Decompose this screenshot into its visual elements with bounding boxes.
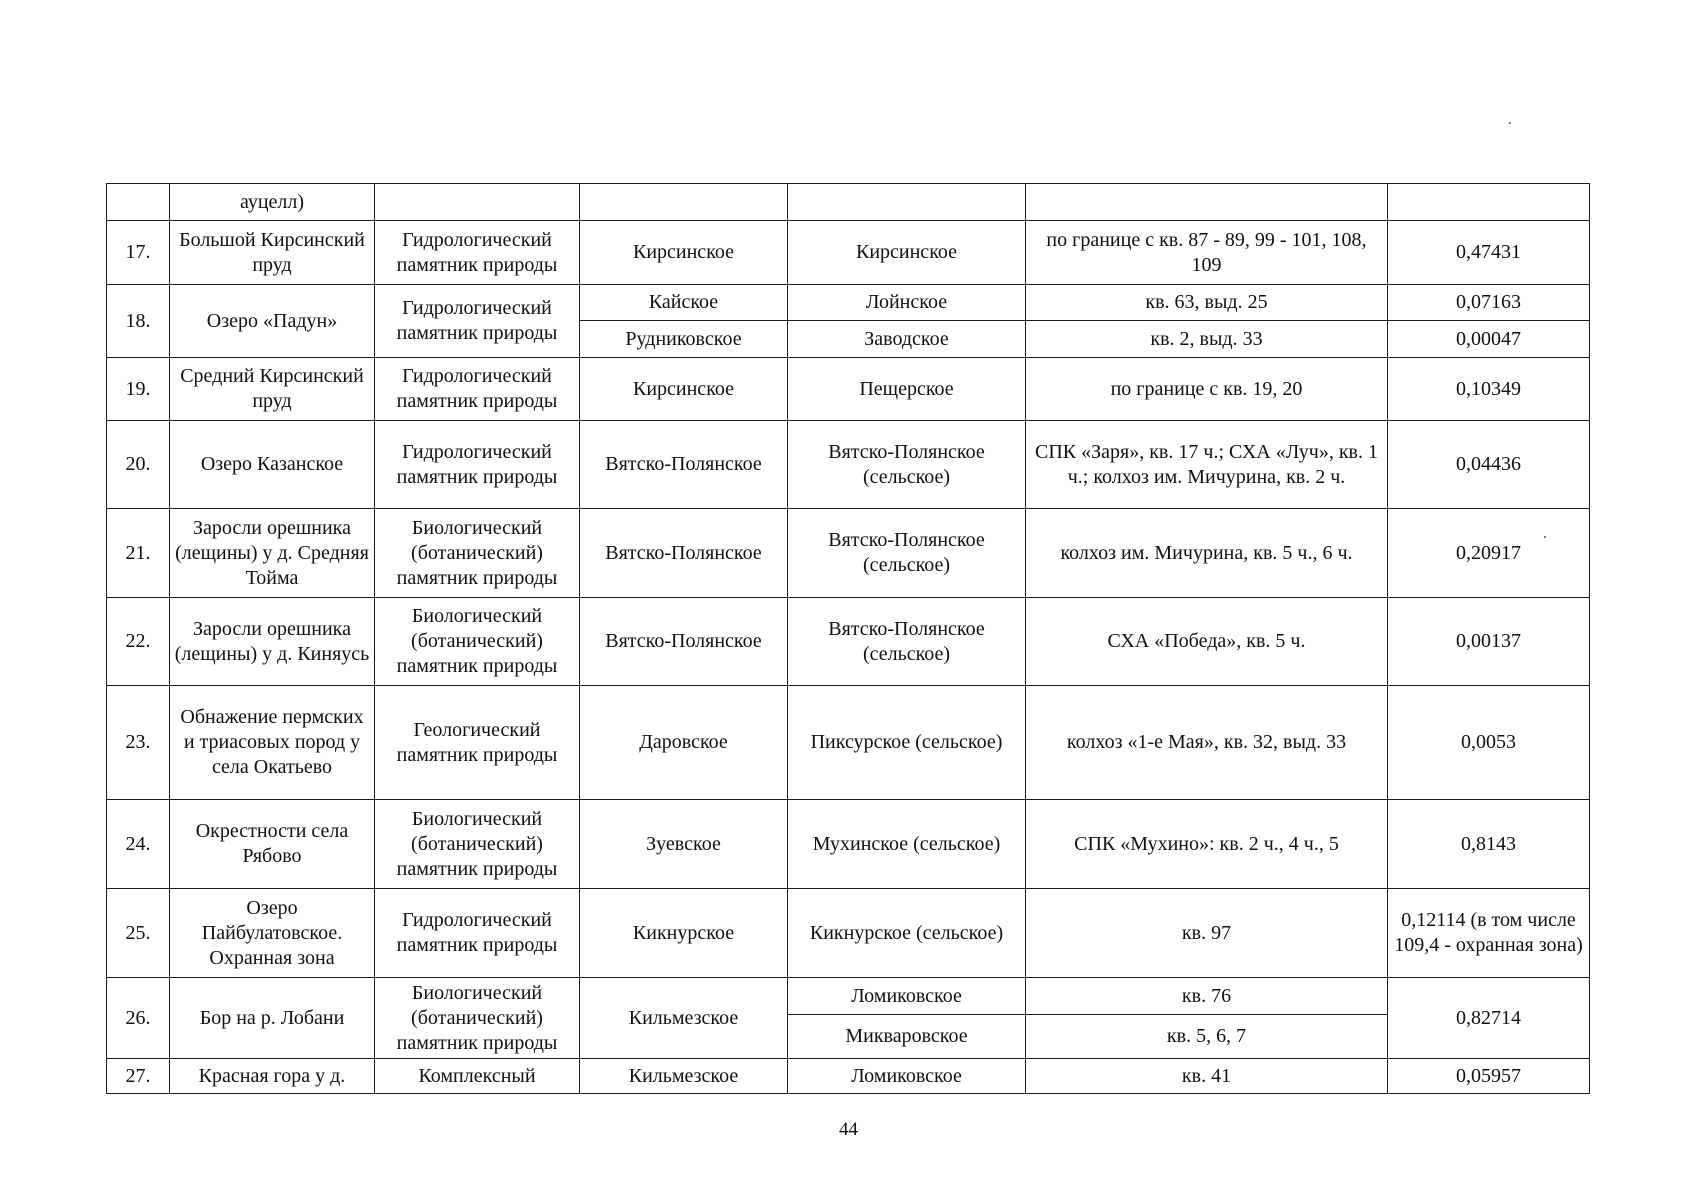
table-cell: 0,20917 [1388,509,1590,598]
table-cell: Микваровское [788,1015,1026,1059]
table-cell: Пещерское [788,358,1026,421]
table-cell [1026,184,1388,221]
table-cell: кв. 5, 6, 7 [1026,1015,1388,1059]
table-row [107,686,1590,800]
table-row [107,421,1590,509]
table-cell [375,184,580,221]
table-cell [107,184,170,221]
table-cell: по границе с кв. 87 - 89, 99 - 101, 108, 109 [1026,221,1388,285]
table-cell: Кильмезское [580,1059,788,1094]
table-cell: колхоз «1-е Мая», кв. 32, выд. 33 [1026,686,1388,800]
table-cell: Ломиковское [788,1059,1026,1094]
table-cell: Красная гора у д. [170,1059,375,1094]
table-cell: СХА «Победа», кв. 5 ч. [1026,598,1388,686]
table-cell: 0,05957 [1388,1059,1590,1094]
scan-speck [1544,536,1546,538]
table-cell: СПК «Мухино»: кв. 2 ч., 4 ч., 5 [1026,800,1388,889]
table-row [107,1059,1590,1094]
table-cell: Бор на р. Лобани [170,978,375,1059]
page-number: 44 [839,1119,858,1140]
table-row [107,184,1590,221]
table-cell: 0,04436 [1388,421,1590,509]
table-cell [1388,184,1590,221]
table-cell: 0,12114 (в том числе 109,4 - охранная зона) [1388,889,1590,978]
table-cell: Кайское [580,285,788,321]
table-cell: 20. [107,421,170,509]
table-cell: Ломиковское [788,978,1026,1015]
table-cell: Гидрологический памятник природы [375,421,580,509]
table-cell: 25. [107,889,170,978]
table-cell [788,184,1026,221]
table-cell: 18. [107,285,170,358]
table-cell: Вятско-Полянское [580,421,788,509]
table-cell: по границе с кв. 19, 20 [1026,358,1388,421]
table-cell: Мухинское (сельское) [788,800,1026,889]
table-body [107,184,1590,1094]
table-cell: Кирсинское [580,358,788,421]
table-cell: Кирсинское [788,221,1026,285]
table-row [107,509,1590,598]
table-cell: Пиксурское (сельское) [788,686,1026,800]
table-row [107,978,1590,1015]
table-cell [580,184,788,221]
table-cell: колхоз им. Мичурина, кв. 5 ч., 6 ч. [1026,509,1388,598]
data-table [106,183,1590,1094]
table-cell: 0,10349 [1388,358,1590,421]
table-cell: кв. 41 [1026,1059,1388,1094]
table-cell: Рудниковское [580,321,788,358]
table-cell: Заводское [788,321,1026,358]
table-cell: 23. [107,686,170,800]
table-row [107,598,1590,686]
table-cell: Большой Кирсинский пруд [170,221,375,285]
table-cell: 17. [107,221,170,285]
table-row [107,889,1590,978]
table-cell: кв. 76 [1026,978,1388,1015]
table-cell: 27. [107,1059,170,1094]
table-cell: Вятско-Полянское [580,509,788,598]
table-cell: 0,0053 [1388,686,1590,800]
table-cell: Вятско-Полянское (сельское) [788,509,1026,598]
table-cell: кв. 2, выд. 33 [1026,321,1388,358]
table-cell: 0,47431 [1388,221,1590,285]
table-cell: Биологический (ботанический) памятник природы [375,978,580,1059]
table-cell: Вятско-Полянское (сельское) [788,598,1026,686]
table-cell: 22. [107,598,170,686]
table-cell: 0,82714 [1388,978,1590,1059]
table-cell: Кикнурское [580,889,788,978]
table-cell: Заросли орешника (лещины) у д. Киняусь [170,598,375,686]
table-cell: Геологический памятник природы [375,686,580,800]
table-cell: Заросли орешника (лещины) у д. Средняя Тойма [170,509,375,598]
table-cell: Биологический (ботанический) памятник природы [375,509,580,598]
table-cell: Лойнское [788,285,1026,321]
table-cell: 0,07163 [1388,285,1590,321]
table-cell: Кикнурское (сельское) [788,889,1026,978]
table-cell: Окрестности села Рябово [170,800,375,889]
table-cell: Кирсинское [580,221,788,285]
table-row [107,285,1590,321]
table-cell: Комплексный [375,1059,580,1094]
table-row [107,358,1590,421]
table-cell: кв. 97 [1026,889,1388,978]
table-cell: Биологический (ботанический) памятник природы [375,598,580,686]
table-cell: Гидрологический памятник природы [375,889,580,978]
table-cell: 0,00137 [1388,598,1590,686]
table-cell: 24. [107,800,170,889]
table-cell: СПК «Заря», кв. 17 ч.; СХА «Луч», кв. 1 ч.; колхоз им. Мичурина, кв. 2 ч. [1026,421,1388,509]
table-cell: ауцелл) [170,184,375,221]
table-cell: Озеро Казанское [170,421,375,509]
table-cell: Биологический (ботанический) памятник природы [375,800,580,889]
table-cell: 26. [107,978,170,1059]
table-cell: 19. [107,358,170,421]
table-cell: 0,8143 [1388,800,1590,889]
table-cell: 0,00047 [1388,321,1590,358]
table-cell: Зуевское [580,800,788,889]
table-cell: Кильмезское [580,978,788,1059]
table-cell: кв. 63, выд. 25 [1026,285,1388,321]
table-row [107,800,1590,889]
table-cell: Средний Кирсинский пруд [170,358,375,421]
table-cell: Гидрологический памятник природы [375,358,580,421]
table-cell: Гидрологический памятник природы [375,285,580,358]
table-cell: Даровское [580,686,788,800]
table-cell: Гидрологический памятник природы [375,221,580,285]
table-cell: Вятско-Полянское (сельское) [788,421,1026,509]
scan-speck [1509,122,1511,124]
table-cell: Вятско-Полянское [580,598,788,686]
table-cell: 21. [107,509,170,598]
table-cell: Озеро «Падун» [170,285,375,358]
table-row [107,221,1590,285]
table-cell: Обнажение пермских и триасовых пород у села Окатьево [170,686,375,800]
table-cell: Озеро Пайбулатовское. Охранная зона [170,889,375,978]
